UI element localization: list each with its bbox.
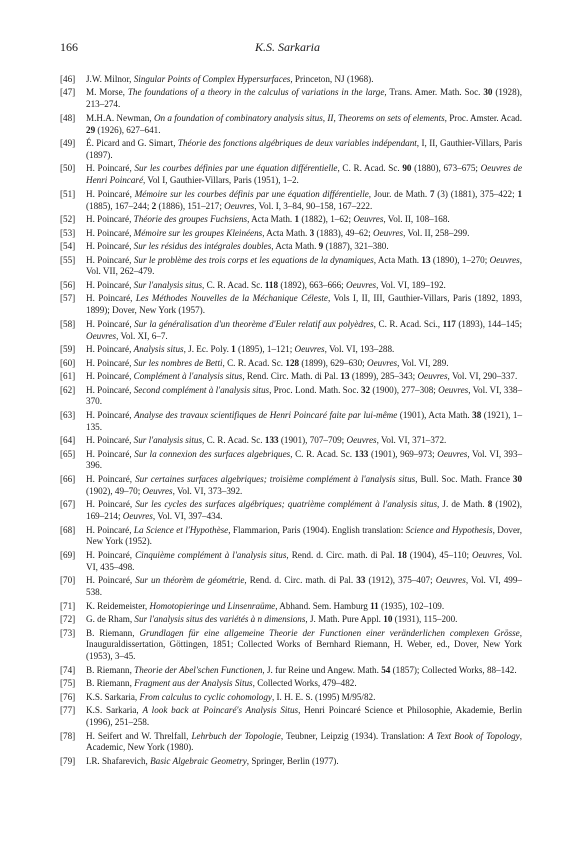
reference-segment: , I, II, Gauthier-Villars, Paris (1897). (86, 138, 523, 160)
reference-segment: (1892), 663–666; (278, 279, 346, 290)
reference-text (86, 499, 522, 523)
reference-segment: (1857); Collected Works, 88–142. (390, 664, 517, 675)
reference-number: [66] (60, 473, 76, 484)
reference-entry (60, 241, 522, 253)
reference-text (86, 113, 522, 137)
reference-volume: 54 (381, 664, 391, 675)
reference-text (86, 280, 522, 292)
reference-number: [53] (60, 227, 76, 238)
reference-segment: H. Poincaré, (86, 524, 134, 535)
reference-segment: , Vol. VI, 397–434. (152, 511, 223, 522)
reference-volume: 1 (517, 188, 522, 199)
reference-segment: , Flammarion, Paris (1904). English translation: (228, 524, 406, 535)
reference-title: Oeuvres (367, 357, 398, 368)
reference-segment: H. Poincaré, (86, 344, 134, 355)
reference-entry (60, 525, 522, 549)
reference-title: Homotopieringe und Linsenraüme (149, 600, 276, 611)
reference-segment: (1886), 151–217; (156, 200, 225, 211)
reference-title: Basic Algebraic Geometry (150, 755, 247, 766)
reference-text (86, 614, 522, 626)
reference-text (86, 601, 522, 613)
reference-title: Oeuvres (346, 435, 377, 446)
reference-title: Sur les courbes définies par une équation différentielle (134, 163, 338, 174)
reference-segment: , J. fur Reine und Angew. Math. (262, 664, 382, 675)
reference-title: Oeuvres (122, 511, 153, 522)
reference-segment: , C. R. Acad. Sc. (202, 435, 265, 446)
reference-volume: 13 (421, 254, 431, 265)
reference-title: Analyse des travaux scientifiques de Henri Poincaré faite par lui-même (134, 409, 398, 420)
reference-segment: (1882), 1–62; (299, 214, 354, 225)
reference-text (86, 756, 522, 768)
reference-volume: 133 (264, 435, 279, 446)
reference-title: Oeuvres (435, 575, 466, 586)
reference-title: Sur l'analysis situs (133, 435, 203, 446)
reference-segment: (1901), Acta Math. (397, 409, 473, 420)
reference-volume: 10 (383, 614, 393, 625)
reference-volume: 3 (309, 227, 315, 238)
reference-volume: 133 (354, 448, 369, 459)
reference-number: [52] (60, 214, 76, 225)
reference-segment: , Jour. de Math. (368, 188, 430, 199)
reference-segment: (1901), 707–709; (278, 435, 347, 446)
reference-segment: H. Poincaré, (86, 163, 135, 174)
reference-entry (60, 410, 522, 434)
reference-segment: B. Riemann, (86, 627, 140, 638)
reference-segment: (1895), 1–121; (235, 344, 295, 355)
reference-volume: 2 (151, 200, 157, 211)
reference-entry (60, 293, 522, 317)
reference-volume: 117 (442, 318, 456, 329)
reference-segment: , Henri Poincaré Science et Philosophie, Akademie, Berlin (1996), 251–258. (86, 705, 522, 728)
reference-title: Les Méthodes Nouvelles de la Méchanique Céleste (135, 293, 328, 304)
reference-segment: K.S. Sarkaria, (86, 705, 143, 716)
reference-title: Oeuvres (438, 384, 469, 395)
reference-segment: , Vol I, Gauthier-Villars, Paris (1951), 1–2. (143, 175, 299, 186)
reference-title: From calculus to cyclic cohomology (139, 691, 272, 702)
reference-number: [61] (60, 371, 76, 382)
reference-number: [49] (60, 138, 76, 149)
reference-segment: (1926), 627–641. (95, 124, 161, 135)
reference-text (86, 705, 522, 729)
reference-text (86, 228, 522, 240)
reference-text (86, 628, 522, 664)
reference-segment: (3) (1881), 375–422; (434, 188, 518, 199)
reference-volume: 7 (429, 188, 435, 199)
reference-number: [77] (60, 705, 76, 716)
reference-segment: M. Morse, (86, 87, 128, 98)
reference-title: Science and Hypothesis (405, 524, 493, 535)
reference-volume: 1 (294, 214, 300, 225)
reference-title: Sur les cycles des surfaces algébriques; quatrième complément à l'analysis situs (135, 499, 437, 510)
reference-segment: , Vol. VI, 499–538. (86, 575, 522, 598)
reference-segment: B. Riemann, (86, 664, 135, 675)
reference-segment: , Springer, Berlin (1977). (246, 755, 339, 766)
reference-title: Sur la généralisation d'un theorème d'Euler relatif aux polyèdres (134, 318, 374, 329)
reference-segment: , Vol. VII, 262–479. (86, 254, 522, 277)
reference-segment: , Princeton, NJ (1968). (290, 74, 374, 84)
reference-segment: , Collected Works, 479–482. (252, 678, 357, 689)
reference-title: Sur le problème des trois corps et les equations de la dynamiques (133, 254, 374, 265)
reference-title: Oeuvres (472, 549, 503, 560)
reference-entry (60, 385, 522, 409)
reference-title: Oeuvres (417, 371, 448, 382)
reference-segment: , Trans. Amer. Math. Soc. (384, 87, 484, 98)
reference-entry (60, 499, 522, 523)
reference-number: [51] (60, 188, 76, 199)
reference-entry (60, 87, 522, 111)
reference-segment: (1928), 213–274. (86, 87, 522, 110)
reference-entry (60, 189, 522, 213)
reference-title: Sur certaines surfaces algebriques; troisième complément à l'analysis situs (135, 473, 416, 484)
reference-text (86, 74, 522, 86)
reference-segment: (1921), 1–135. (86, 409, 523, 432)
reference-entry (60, 113, 522, 137)
reference-segment: G. de Rham, (86, 614, 135, 625)
reference-segment: (1880), 673–675; (411, 163, 481, 174)
reference-title: La Science et l'Hypothèse (133, 524, 229, 535)
reference-text (86, 214, 522, 226)
reference-segment: , C. R. Acad. Sc. (222, 357, 286, 368)
reference-list (60, 74, 522, 769)
reference-entry (60, 474, 522, 498)
reference-title: Sur l'analysis situs (133, 279, 203, 290)
reference-number: [70] (60, 575, 76, 586)
reference-entry (60, 550, 522, 574)
reference-title: Grundlagen für eine allgemeine Theorie der Functionen einer veränderlichen complexen Grösse (139, 627, 520, 638)
reference-entry (60, 575, 522, 599)
reference-text (86, 731, 522, 755)
reference-text (86, 293, 522, 317)
reference-segment: , C. R. Acad. Sci., (373, 318, 443, 329)
page-number: 166 (60, 40, 78, 54)
reference-segment: , Vol. VI, 338–370. (86, 384, 523, 407)
reference-title: Oeuvres (372, 227, 404, 238)
reference-segment: , Vol. II, 108–168. (383, 214, 450, 225)
reference-entry (60, 371, 522, 383)
reference-entry (60, 344, 522, 356)
reference-volume: 38 (472, 409, 482, 420)
reference-segment: , Dover, New York (1952). (86, 524, 522, 547)
reference-segment: , Acta Math. (271, 241, 319, 252)
reference-title: Sur un théorèm de géométrie (135, 575, 245, 586)
reference-number: [78] (60, 730, 76, 741)
reference-text (86, 449, 522, 473)
reference-segment: , Abhand. Sem. Hamburg (275, 600, 371, 611)
reference-segment: H. Poincaré, (86, 499, 136, 510)
reference-entry (60, 614, 522, 626)
reference-segment: , Vol. VI, 371–372. (376, 435, 447, 446)
reference-number: [47] (60, 87, 76, 98)
reference-number: [54] (60, 241, 76, 252)
reference-segment: , Vol. VI, 193–288. (324, 344, 395, 355)
reference-number: [72] (60, 614, 76, 625)
reference-title: Oeuvres (437, 448, 468, 459)
reference-segment: (1904), 45–110; (406, 549, 472, 560)
reference-number: [65] (60, 448, 76, 459)
reference-volume: 13 (340, 371, 350, 382)
reference-title: Mémoire sur les groupes Kleinéens (133, 227, 263, 238)
reference-entry (60, 280, 522, 292)
reference-number: [58] (60, 318, 76, 329)
reference-title: Mémoire sur les courbes définis par une équation différentielle (134, 188, 369, 199)
reference-title: A Text Book of Topology (427, 730, 520, 741)
reference-number: [69] (60, 549, 76, 560)
reference-entry (60, 435, 522, 447)
reference-segment: H. Poincaré, (86, 409, 135, 420)
reference-title: Oeuvres (86, 330, 117, 341)
reference-entry (60, 665, 522, 677)
reference-text (86, 255, 522, 279)
reference-text (86, 241, 522, 253)
reference-segment: , Vol. VI, 289. (397, 357, 449, 368)
reference-segment: H. Poincaré, (86, 279, 134, 290)
reference-segment: (1887), 321–380. (323, 241, 389, 252)
reference-segment: J.W. Milnor, (86, 74, 134, 84)
reference-segment: (1931), 115–200. (392, 614, 458, 625)
reference-entry (60, 731, 522, 755)
reference-segment: (1883), 49–62; (314, 227, 373, 238)
reference-segment: , Acta Math. (262, 227, 310, 238)
reference-number: [71] (60, 600, 76, 611)
reference-volume: 118 (264, 279, 279, 290)
reference-title: Sur l'analysis situs des variétés à n dimensions (134, 614, 306, 625)
reference-segment: , J. Math. Pure Appl. (305, 614, 384, 625)
reference-segment: (1890), 1–270; (430, 254, 490, 265)
reference-volume: 18 (397, 549, 407, 560)
reference-number: [56] (60, 279, 76, 290)
reference-title: Analysis situs (133, 344, 184, 355)
running-head: K.S. Sarkaria (254, 40, 320, 54)
reference-segment: , Vols I, II, III, Gauthier-Villars, Paris (1892, 1893, 1899); Dover, New York (1957). (86, 293, 523, 316)
reference-volume: 90 (402, 163, 412, 174)
reference-number: [63] (60, 409, 76, 420)
reference-segment: (1893), 144–145; (455, 318, 522, 329)
reference-entry (60, 319, 522, 343)
reference-volume: 9 (318, 241, 324, 252)
reference-number: [76] (60, 691, 76, 702)
reference-number: [59] (60, 344, 76, 355)
reference-segment: , C. R. Acad. Sc. (290, 448, 355, 459)
reference-segment: B. Riemann, (86, 678, 135, 689)
reference-entry (60, 705, 522, 729)
reference-segment: K. Reidemeister, (86, 600, 150, 611)
reference-text (86, 575, 522, 599)
reference-entry (60, 756, 522, 768)
reference-entry (60, 678, 522, 690)
reference-segment: , Academic, New York (1980). (86, 730, 522, 753)
reference-volume: 11 (370, 600, 379, 611)
reference-title: Oeuvres (224, 200, 255, 211)
reference-segment: , Proc. Amster. Acad. (444, 112, 522, 123)
reference-segment: , Vol. VI, 373–392. (172, 485, 243, 496)
reference-text (86, 665, 522, 677)
reference-segment: H. Poincaré, (86, 473, 136, 484)
reference-entry (60, 358, 522, 370)
reference-segment: (1912), 375–407; (365, 575, 436, 586)
reference-volume: 30 (483, 87, 493, 98)
reference-segment: , I. H. E. S. (1995) M/95/82. (271, 691, 376, 702)
reference-number: [55] (60, 254, 76, 265)
reference-title: Oeuvres (346, 279, 377, 290)
reference-volume: 128 (285, 357, 300, 368)
reference-entry (60, 449, 522, 473)
reference-segment: , Vol. II, 258–299. (403, 227, 470, 238)
reference-segment: , Vol. I, 3–84, 90–158, 167–222. (254, 200, 373, 211)
reference-title: On a foundation of combinatory analysis situs, II, Theorems on sets of elements (153, 112, 445, 123)
reference-number: [73] (60, 627, 76, 638)
reference-segment: (1899), 285–343; (349, 371, 418, 382)
reference-title: Sur les nombres de Betti (133, 357, 223, 368)
reference-title: Oeuvres (353, 214, 384, 225)
reference-title: Théorie des fonctions algébriques de deux variables indépendant (177, 138, 417, 149)
reference-number: [48] (60, 112, 76, 123)
reference-segment: (1885), 167–244; (86, 200, 152, 211)
reference-text (86, 474, 522, 498)
reference-segment: H. Poincaré, (86, 549, 136, 560)
reference-number: [62] (60, 384, 76, 395)
reference-entry (60, 74, 522, 86)
reference-title: Oeuvres de Henri Poincaré (86, 163, 523, 186)
reference-number: [64] (60, 435, 76, 446)
reference-segment: , J. de Math. (437, 499, 488, 510)
reference-title: The foundations of a theory in the calculus of variations in the large (127, 87, 385, 98)
reference-segment: , Vol. VI, 290–337. (447, 371, 518, 382)
reference-number: [79] (60, 755, 76, 766)
reference-entry (60, 255, 522, 279)
reference-entry (60, 163, 522, 187)
reference-segment: H. Poincaré, (86, 214, 134, 225)
reference-title: Oeuvres (489, 254, 520, 265)
reference-segment: H. Poincaré, (86, 357, 134, 368)
reference-text (86, 344, 522, 356)
reference-entry (60, 601, 522, 613)
reference-segment: H. Poincaré, (86, 371, 134, 382)
reference-segment: , Teubner, Leipzig (1934). Translation: (280, 730, 428, 741)
reference-segment: H. Poincaré, (86, 293, 136, 304)
reference-number: [46] (60, 74, 76, 84)
reference-title: Sur les résidus des intégrales doubles (133, 241, 272, 252)
reference-segment: , J. Ec. Poly. (183, 344, 232, 355)
reference-volume: 29 (86, 124, 96, 135)
reference-segment: , Vol. VI, 435–498. (86, 549, 522, 572)
page-header (60, 40, 515, 56)
reference-number: [67] (60, 499, 76, 510)
reference-segment: H. Seifert and W. Threlfall, (86, 730, 192, 741)
reference-segment: (1901), 969–973; (368, 448, 438, 459)
reference-segment: (1935), 102–109. (378, 600, 445, 611)
reference-segment: H. Poincaré, (86, 575, 136, 586)
reference-segment: , Vol. XI, 6–7. (116, 330, 168, 341)
reference-text (86, 138, 522, 162)
reference-segment: , C. R. Acad. Sc. (337, 163, 403, 174)
reference-segment: É. Picard and G. Simart, (86, 138, 178, 149)
reference-volume: 33 (356, 575, 366, 586)
reference-segment: , Proc. Lond. Math. Soc. (269, 384, 361, 395)
reference-segment: , Vol. VI, 393–396. (86, 448, 523, 471)
reference-segment: K.S. Sarkaria, (86, 691, 140, 702)
reference-number: [74] (60, 664, 76, 675)
reference-segment: (1900), 277–308; (370, 384, 439, 395)
reference-segment: , Vol. VI, 189–192. (376, 279, 446, 290)
reference-number: [57] (60, 293, 76, 304)
reference-title: Complément à l'analysis situs (133, 371, 243, 382)
reference-segment: (1899), 629–630; (299, 357, 367, 368)
reference-title: Sur la connexion des surfaces algebriques (134, 448, 291, 459)
reference-number: [75] (60, 678, 76, 689)
reference-title: Singular Points of Complex Hypersurfaces (133, 74, 291, 84)
reference-text (86, 435, 522, 447)
reference-segment: , Rend. d. Circ. math. di Pal. (244, 575, 357, 586)
reference-title: Théorie des groupes Fuchsiens (133, 214, 248, 225)
reference-entry (60, 228, 522, 240)
reference-segment: H. Poincaré, (86, 435, 134, 446)
reference-text (86, 87, 522, 111)
reference-segment: H. Poincaré, (86, 241, 134, 252)
reference-title: Oeuvres (142, 485, 173, 496)
reference-segment: (1902), 169–214; (86, 499, 523, 522)
reference-text (86, 550, 522, 574)
reference-segment: H. Poincaré, (86, 318, 135, 329)
reference-title: A look back at Poincaré's Analysis Situs (142, 705, 299, 716)
reference-volume: 1 (231, 344, 236, 355)
reference-title: Lehrbuch der Topologie (191, 730, 281, 741)
reference-text (86, 692, 522, 704)
reference-segment: I.R. Shafarevich, (86, 755, 151, 766)
reference-segment: H. Poincaré, (86, 384, 134, 395)
reference-entry (60, 214, 522, 226)
reference-volume: 32 (360, 384, 371, 395)
reference-text (86, 385, 522, 409)
reference-segment: H. Poincaré, (86, 188, 135, 199)
reference-segment: , Bull. Soc. Math. France (415, 473, 513, 484)
reference-segment: , Rend. d. Circ. math. di Pal. (286, 549, 398, 560)
reference-entry (60, 692, 522, 704)
reference-segment: H. Poincaré, (86, 448, 135, 459)
reference-title: Second complément à l'analysis situs (133, 384, 270, 395)
reference-text (86, 525, 522, 549)
reference-segment: H. Poincaré, (86, 227, 134, 238)
reference-volume: 8 (487, 499, 493, 510)
reference-segment: , Acta Math. (373, 254, 422, 265)
reference-text (86, 319, 522, 343)
reference-segment: , Rend. Circ. Math. di Pal. (242, 371, 341, 382)
reference-number: [68] (60, 524, 76, 535)
reference-text (86, 678, 522, 690)
reference-volume: 30 (512, 473, 522, 484)
reference-title: Oeuvres (294, 344, 325, 355)
reference-text (86, 371, 522, 383)
reference-number: [60] (60, 357, 76, 368)
reference-title: Fragment aus der Analysis Situs (134, 678, 253, 689)
reference-segment: , C. R. Acad. Sc. (202, 279, 265, 290)
reference-title: Theorie der Abel'schen Functionen (134, 664, 263, 675)
reference-number: [50] (60, 163, 76, 174)
reference-text (86, 163, 522, 187)
reference-segment: (1902), 49–70; (86, 485, 143, 496)
reference-segment: , Inauguraldissertation, Göttingen, 1851; Collected Works of Bernhard Riemann, H. Weber, ed., Dover, New York (1953), 3–45. (86, 627, 523, 662)
reference-segment: M.H.A. Newman, (86, 112, 154, 123)
reference-segment: , Acta Math. (247, 214, 295, 225)
reference-entry (60, 138, 522, 162)
reference-title: Cinquième complément à l'analysis situs (135, 549, 287, 560)
reference-segment: H. Poincaré, (86, 254, 134, 265)
reference-text (86, 358, 522, 370)
reference-text (86, 189, 522, 213)
reference-text (86, 410, 522, 434)
reference-entry (60, 628, 522, 664)
